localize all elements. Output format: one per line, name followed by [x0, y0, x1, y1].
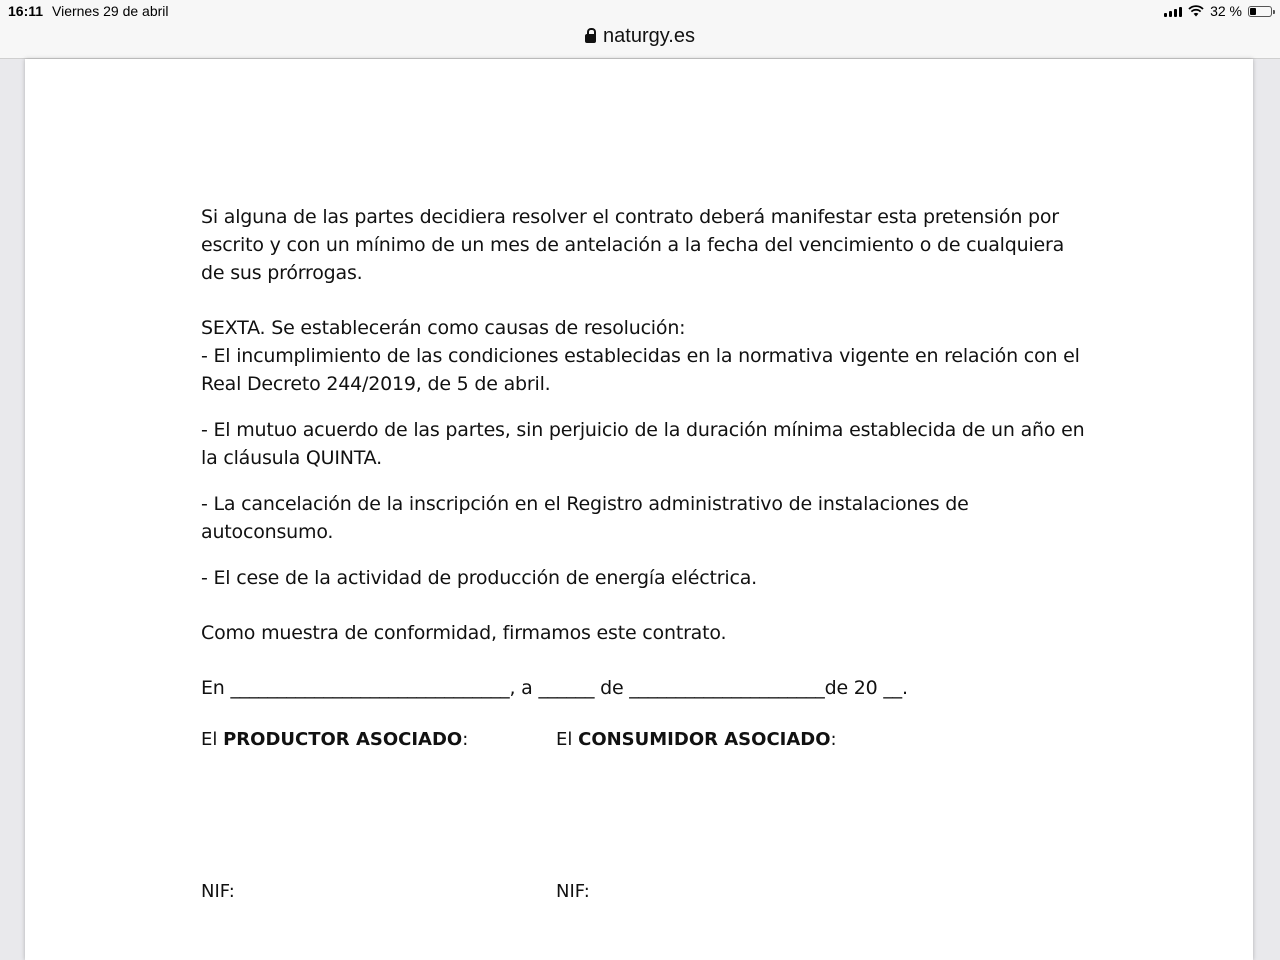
- consumer-signature-label: El CONSUMIDOR ASOCIADO:: [556, 729, 837, 750]
- date-place-line: En ______________________________, a ______ de _____________________de 20 __.: [201, 677, 908, 699]
- status-date: Viernes 29 de abril: [52, 3, 169, 19]
- battery-percent: 32 %: [1210, 3, 1242, 19]
- status-indicators: [1164, 3, 1272, 19]
- cellular-signal-icon: [1164, 6, 1182, 17]
- producer-title: PRODUCTOR ASOCIADO: [223, 729, 463, 750]
- consumer-title: CONSUMIDOR ASOCIADO: [578, 729, 831, 750]
- url-display[interactable]: [0, 24, 1280, 48]
- conformity-statement: Como muestra de conformidad, firmamos este contrato.: [201, 622, 727, 644]
- status-bar: [0, 0, 1280, 24]
- producer-nif-label: NIF:: [201, 881, 235, 902]
- consumer-nif-label: NIF:: [556, 881, 590, 902]
- document-body: [201, 203, 1086, 702]
- clause-sexta-title: SEXTA. Se establecerán como causas de resolución:: [201, 317, 686, 339]
- cause-item: - La cancelación de la inscripción en el Registro administrativo de instalaciones de autoconsumo.: [201, 493, 969, 543]
- lock-icon: [585, 34, 596, 43]
- cause-item: - El mutuo acuerdo de las partes, sin perjuicio de la duración mínima establecida de un año en la cláusula QUINTA.: [201, 419, 1085, 469]
- wifi-icon: [1188, 5, 1204, 17]
- cause-item: - El cese de la actividad de producción de energía eléctrica.: [201, 567, 758, 589]
- url-text: naturgy.es: [603, 25, 695, 47]
- address-bar[interactable]: [0, 24, 1280, 59]
- cause-item: - El incumplimiento de las condiciones establecidas en la normativa vigente en relación con el Real Decreto 244/2019, de 5 de abril.: [201, 345, 1080, 395]
- status-time: 16:11: [8, 3, 44, 19]
- paragraph-resolution-notice: Si alguna de las partes decidiera resolver el contrato deberá manifestar esta pretensión por escrito y con un mínimo de un mes de antelación a la fecha del vencimiento o de cualquiera de sus prórrogas.: [201, 206, 1065, 284]
- producer-signature-label: El PRODUCTOR ASOCIADO:: [201, 729, 469, 750]
- battery-icon: [1248, 6, 1272, 17]
- document-page[interactable]: [25, 59, 1253, 960]
